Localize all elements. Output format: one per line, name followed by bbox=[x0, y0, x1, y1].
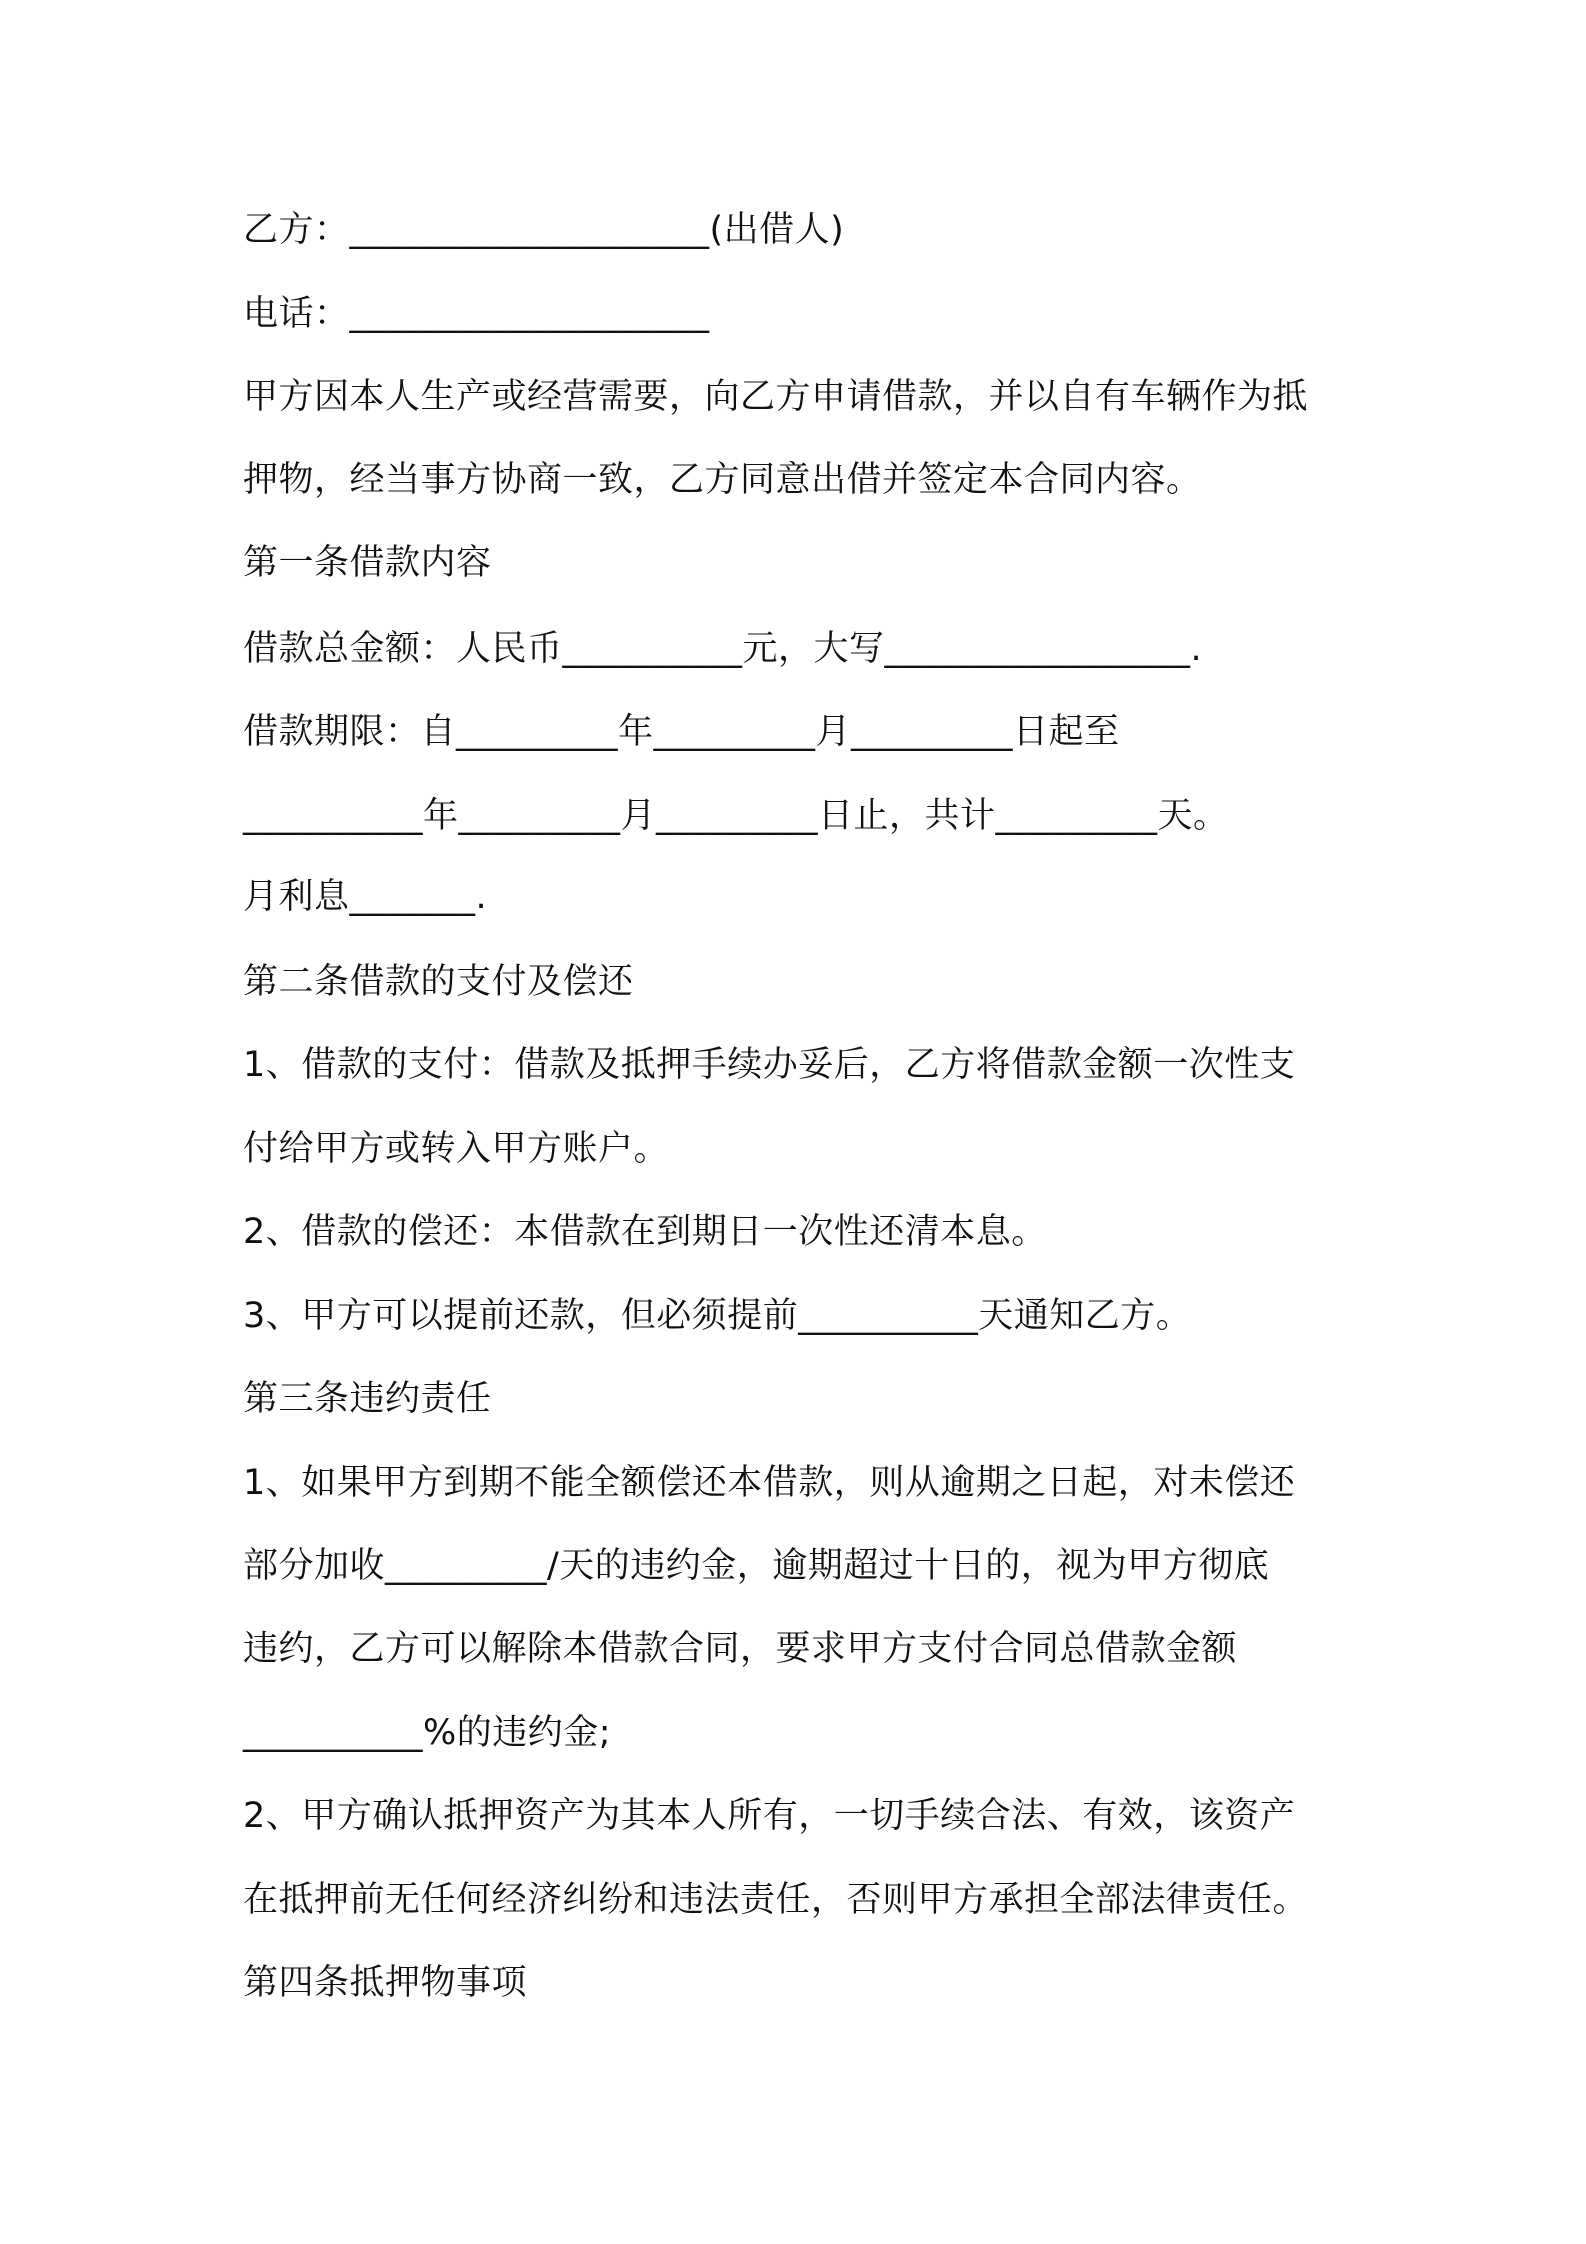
monthly-interest-line: 月利息_______. bbox=[243, 877, 488, 917]
preamble-line-1: 甲方因本人生产或经营需要，向乙方申请借款，并以自有车辆作为抵 bbox=[243, 377, 1309, 417]
loan-term-line-1: 借款期限：自_________年_________月_________日起至 bbox=[243, 712, 1120, 752]
breach-clause-1-line-2: 部分加收_________/天的违约金，逾期超过十日的，视为甲方彻底 bbox=[243, 1546, 1270, 1586]
repayment-clause-line: 2、借款的偿还：本借款在到期日一次性还清本息。 bbox=[243, 1212, 1047, 1252]
breach-clause-2-line-2: 在抵押前无任何经济纠纷和违法责任，否则甲方承担全部法律责任。 bbox=[243, 1880, 1309, 1920]
article-3-heading: 第三条违约责任 bbox=[243, 1379, 492, 1419]
payment-clause-line-1: 1、借款的支付：借款及抵押手续办妥后，乙方将借款金额一次性支 bbox=[243, 1045, 1296, 1085]
breach-clause-1-line-1: 1、如果甲方到期不能全额偿还本借款，则从逾期之日起，对未偿还 bbox=[243, 1463, 1296, 1503]
party-b-line: 乙方：____________________(出借人) bbox=[243, 210, 845, 250]
preamble-line-2: 押物，经当事方协商一致，乙方同意出借并签定本合同内容。 bbox=[243, 460, 1202, 500]
article-4-heading: 第四条抵押物事项 bbox=[243, 1963, 528, 2003]
early-repayment-line: 3、甲方可以提前还款，但必须提前__________天通知乙方。 bbox=[243, 1296, 1192, 1336]
breach-clause-2-line-1: 2、甲方确认抵押资产为其本人所有，一切手续合法、有效，该资产 bbox=[243, 1796, 1296, 1836]
breach-clause-1-line-3: 违约，乙方可以解除本借款合同，要求甲方支付合同总借款金额 bbox=[243, 1629, 1238, 1669]
phone-line: 电话：____________________ bbox=[243, 294, 710, 334]
payment-clause-line-2: 付给甲方或转入甲方账户。 bbox=[243, 1129, 670, 1169]
article-2-heading: 第二条借款的支付及偿还 bbox=[243, 962, 634, 1002]
breach-clause-1-line-4: __________%的违约金; bbox=[243, 1713, 612, 1753]
article-1-heading: 第一条借款内容 bbox=[243, 543, 492, 583]
loan-amount-line: 借款总金额：人民币__________元，大写_________________. bbox=[243, 629, 1203, 669]
loan-term-line-2: __________年_________月_________日止，共计_________天。 bbox=[243, 796, 1229, 836]
